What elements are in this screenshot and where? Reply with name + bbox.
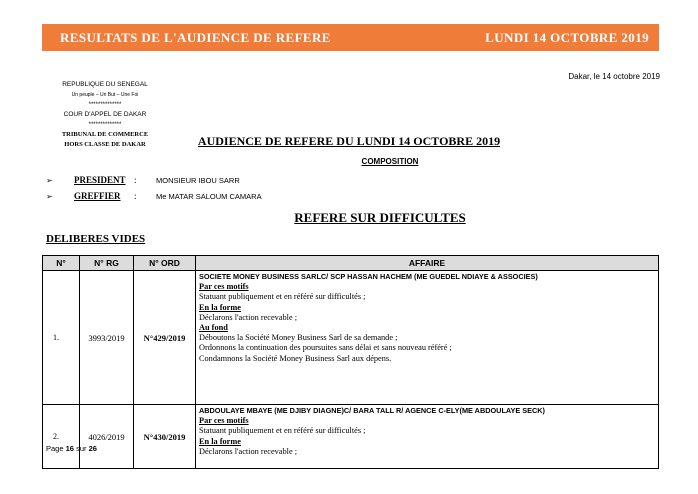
arrow-bullet-icon: ➢	[46, 175, 53, 185]
greffier-line	[46, 191, 262, 201]
motifs-heading: Par ces motifs	[199, 282, 249, 292]
arrow-bullet-icon: ➢	[46, 191, 53, 201]
composition-heading: COMPOSITION	[361, 157, 419, 166]
greffier-value: Me MATAR SALOUM CAMARA	[156, 191, 262, 201]
separator-stars: **************	[88, 122, 122, 128]
motto: Un peuple – Un But – Une Foi	[71, 92, 139, 98]
banner-title: RESULTATS DE L'AUDIENCE DE REFERE	[60, 29, 331, 45]
fond-heading: Au fond	[199, 323, 228, 333]
tribunal-class-label: HORS CLASSE DE DAKAR	[64, 141, 146, 148]
place-date: Dakar, le 14 octobre 2019	[568, 72, 660, 81]
decision-line: Condamnons la Société Money Business Sarl aux dépens.	[199, 353, 392, 363]
decision-line: Déboutons la Société Money Business Sarl de sa demande ;	[199, 333, 398, 343]
table-row	[43, 405, 659, 469]
page-label: Page	[46, 444, 64, 453]
rg-number: 3993/2019	[80, 271, 134, 405]
section-title: REFERE SUR DIFFICULTES	[294, 210, 466, 225]
page-footer	[46, 444, 97, 453]
president-value: MONSIEUR IBOU SARR	[156, 175, 240, 185]
page-number: 16	[65, 444, 74, 453]
header-banner	[42, 24, 659, 51]
affaire-cell	[196, 271, 659, 405]
row-number: 2.	[43, 405, 80, 469]
motifs-heading: Par ces motifs	[199, 416, 249, 426]
banner-date: LUNDI 14 OCTOBRE 2019	[485, 29, 649, 45]
decision-line: Déclarons l'action recevable ;	[199, 312, 298, 322]
ord-number: N°430/2019	[134, 405, 196, 469]
separator-stars: **************	[88, 102, 122, 108]
decision-line: Déclarons l'action recevable ;	[199, 446, 298, 456]
case-parties: SOCIETE MONEY BUSINESS SARLC/ SCP HASSAN HACHEM (ME GUEDEL NDIAYE & ASSOCIES)	[199, 272, 538, 281]
table-row	[43, 271, 659, 405]
decision-line: Statuant publiquement et en référé sur difficultés ;	[199, 426, 366, 436]
greffier-label: GREFFIER	[74, 191, 121, 201]
page-total: 26	[88, 444, 97, 453]
court-label: COUR D'APPEL DE DAKAR	[63, 111, 147, 118]
affaire-cell	[196, 405, 659, 469]
column-header-num: N°	[43, 256, 80, 271]
republic-label: REPUBLIQUE DU SENEGAL	[62, 81, 148, 88]
rg-number: 4026/2019	[80, 405, 134, 469]
page-of-label: sur	[76, 444, 87, 453]
president-line	[46, 175, 240, 185]
case-parties: ABDOULAYE MBAYE (ME DJIBY DIAGNE)C/ BARA TALL R/ AGENCE C-ELY(ME ABDOULAYE SECK)	[199, 406, 545, 415]
row-number: 1.	[43, 271, 80, 405]
column-header-ord: N° ORD	[134, 256, 196, 271]
column-header-affaire: AFFAIRE	[196, 256, 659, 271]
decision-line: Statuant publiquement et en référé sur difficultés ;	[199, 292, 366, 302]
table-header-row	[43, 256, 659, 271]
forme-heading: En la forme	[199, 302, 241, 312]
president-colon: :	[134, 175, 137, 185]
ord-number: N°429/2019	[134, 271, 196, 405]
page-title: AUDIENCE DE REFERE DU LUNDI 14 OCTOBRE 2019	[197, 134, 501, 148]
forme-heading: En la forme	[199, 436, 241, 446]
president-label: PRESIDENT	[74, 175, 126, 185]
greffier-colon: :	[134, 191, 137, 201]
deliberes-heading: DELIBERES VIDES	[46, 233, 146, 245]
decisions-table	[42, 255, 659, 469]
tribunal-label: TRIBUNAL DE COMMERCE	[61, 131, 149, 138]
decision-line: Ordonnons la continuation des poursuites sans délai et sans nouveau référé ;	[199, 343, 452, 353]
column-header-rg: N° RG	[80, 256, 134, 271]
